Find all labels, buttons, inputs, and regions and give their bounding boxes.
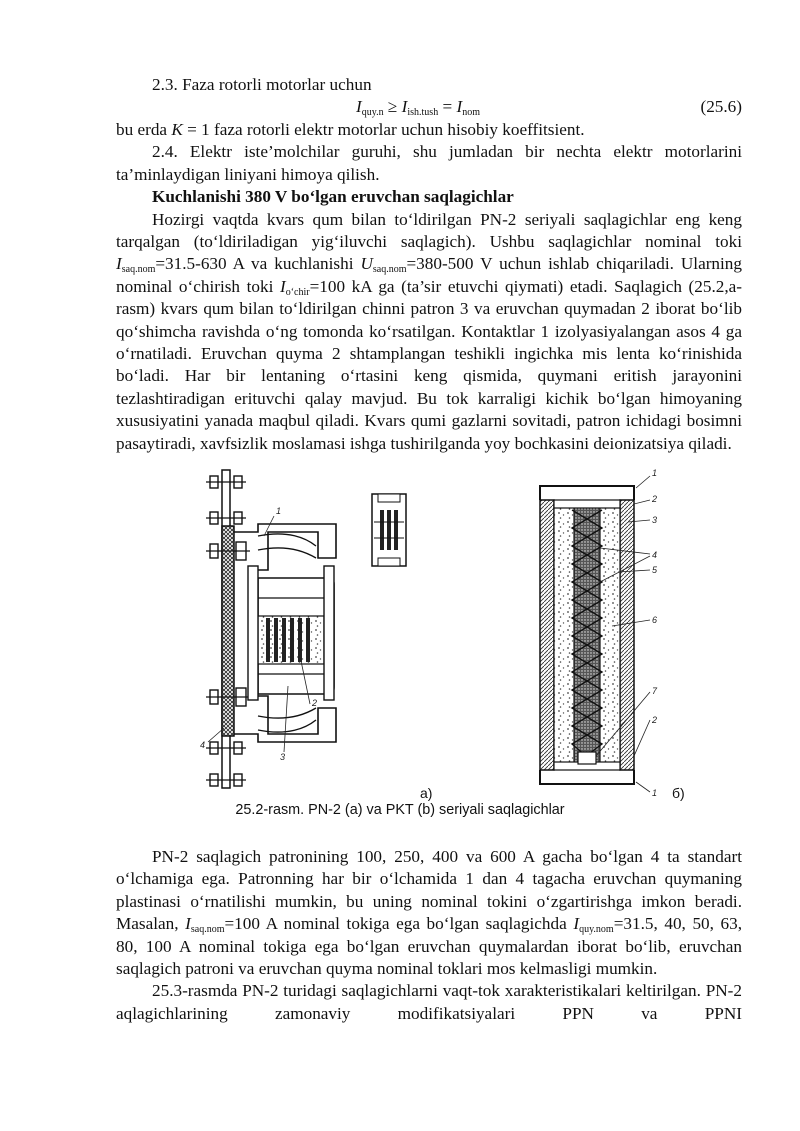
formula-var: I (116, 254, 122, 274)
section-2-4: 2.4. Elektr iste’molchilar guruhi, shu jumladan bir nechta elektr motorlarini ta’minlaydigan liniyani himoya qilish. (116, 142, 742, 184)
callout-r2: 2 (652, 494, 658, 504)
pn2-fuse-drawing (200, 470, 336, 788)
formula-var: I (356, 97, 362, 116)
callout-r5: 5 (652, 565, 658, 575)
formula-var: I (401, 97, 408, 116)
para-k (116, 119, 742, 141)
top-text-block (116, 74, 742, 96)
callout-r2b: 2 (652, 715, 658, 725)
formula-sub: ish.tush (407, 107, 439, 118)
callout-2: 2 (312, 698, 318, 708)
formula-var: I (573, 914, 580, 934)
equation-number: (25.6) (700, 97, 742, 116)
label-b: б) (672, 785, 685, 801)
paragraph-2 (116, 846, 742, 980)
callout-r6: 6 (652, 615, 658, 625)
bottom-text-block (116, 846, 742, 1025)
formula-op: ≥ (383, 97, 402, 116)
label-a: a) (420, 785, 433, 801)
pkt-fuse-drawing (540, 468, 658, 798)
text-run: =100 kA ga (ta’sir etuvchi qiymati) etadi. Saqlagich (25.2,a-rasm) kvars qum bilan to‘ldirilgan chinni patron 3 va eruvchan quymadan 2 iborat bo‘lib qo‘shimcha ravishda o‘ng tomonda ko‘rsatilgan. Kontaktlar 1 izolyasiyalangan asos 4 ga o‘rnatiladi. Eruvchan quyma 2 shtamplangan teshikli ingichka mis lenta ko‘rinishida bo‘ladi. Har bir lentaning o‘rtasini keng qismida, quymani eritish jarayonini tezlashtiradigan erituvchi qalay mavjud. Bu tok karraligi kichik bo‘lgan himoyaning xususiyatini yanada maqbul qiladi. Kvars qumi gazlarni sovitadi, patron ichidagi bosimni pasaytiradi, xavfsizlik moslamasi ishga tushirilganda yoy bochkasini deionizatsiya qiladi. (116, 276, 742, 453)
callout-r1b: 1 (652, 788, 658, 798)
main-text-block (116, 119, 742, 455)
callout-r3: 3 (652, 515, 658, 525)
fuse-element-plate (372, 494, 406, 566)
formula-sub: saq.nom (121, 264, 156, 276)
text-run: Hozirgi vaqtda kvars qum bilan to‘ldirilgan PN-2 seriyali saqlagichlar eng keng tarqalgan (to‘ldiriladigan yig‘iluvchi saqlagich). Ushbu saqlagichlar nominal toki (116, 209, 742, 252)
formula-sub: quy.n (361, 107, 384, 118)
text-run: =100 A nominal tokiga ega bo‘lgan saqlagichda (224, 914, 574, 934)
formula-25-6 (356, 96, 480, 118)
formula-var: I (279, 276, 286, 296)
formula-sub: nom (462, 107, 481, 118)
formula-var: I (456, 97, 463, 116)
callout-r1: 1 (652, 468, 658, 478)
formula-var: U (360, 254, 373, 274)
fuse-figure (188, 466, 708, 802)
callout-1: 1 (276, 506, 282, 516)
paragraph-3: 25.3-rasmda PN-2 turidagi saqlagichlarni vaqt-tok xarakteristikalari keltirilgan. PN-2 aqlagichlarining zamonaviy modifikatsiyalari PPN va PPNI (116, 981, 742, 1023)
formula-var: K (171, 120, 183, 139)
text-run: =31.5-630 A va kuchlanishi (155, 254, 361, 274)
text-run: = 1 faza rotorli elektr motorlar uchun hisobiy koeffitsient. (182, 120, 585, 139)
paragraph-1 (116, 209, 742, 455)
formula-sub: saq.nom (372, 264, 407, 276)
callout-r7: 7 (652, 686, 658, 696)
callout-3: 3 (280, 752, 286, 762)
formula-sub: saq.nom (190, 924, 225, 936)
formula-var: I (185, 914, 191, 934)
text-run: PN-2 saqlagich patronining 100, 250, 400 va 600 A gacha bo‘lgan 4 ta standart o‘lchamiga ega. Patronning har bir o‘lchamida 1 dan 4 tagacha eruvchan quymaning plastinasi o‘rnatilishi mumkin, bu uning nominal tokini o‘zgartirishga imkon beradi. Masalan, (116, 847, 742, 934)
text-run: bu erda (116, 120, 172, 139)
text-run: =31.5, 40, 50, 63, 80, 100 A nominal tokiga ega bo‘lgan eruvchan quymalardan iborat bo‘lib, eruvchan saqlagich patroni va eruvchan quyma nominal toklari mos kelmasligi mumkin. (116, 914, 743, 979)
formula-sub: quy.nom (579, 924, 614, 936)
formula-sub: o‘chir (285, 286, 310, 298)
section-heading: Kuchlanishi 380 V bo‘lgan eruvchan saqlagichlar (152, 187, 514, 207)
callout-r4: 4 (652, 550, 658, 560)
text-run: =380-500 V uchun ishlab chiqariladi. Ularning nominal o‘chirish toki (116, 254, 742, 296)
figure-caption: 25.2-rasm. PN-2 (a) va PKT (b) seriyali saqlagichlar (235, 802, 565, 818)
section-2-3: 2.3. Faza rotorli motorlar uchun (152, 75, 372, 94)
formula-op: = (438, 97, 457, 116)
callout-4: 4 (200, 740, 206, 750)
